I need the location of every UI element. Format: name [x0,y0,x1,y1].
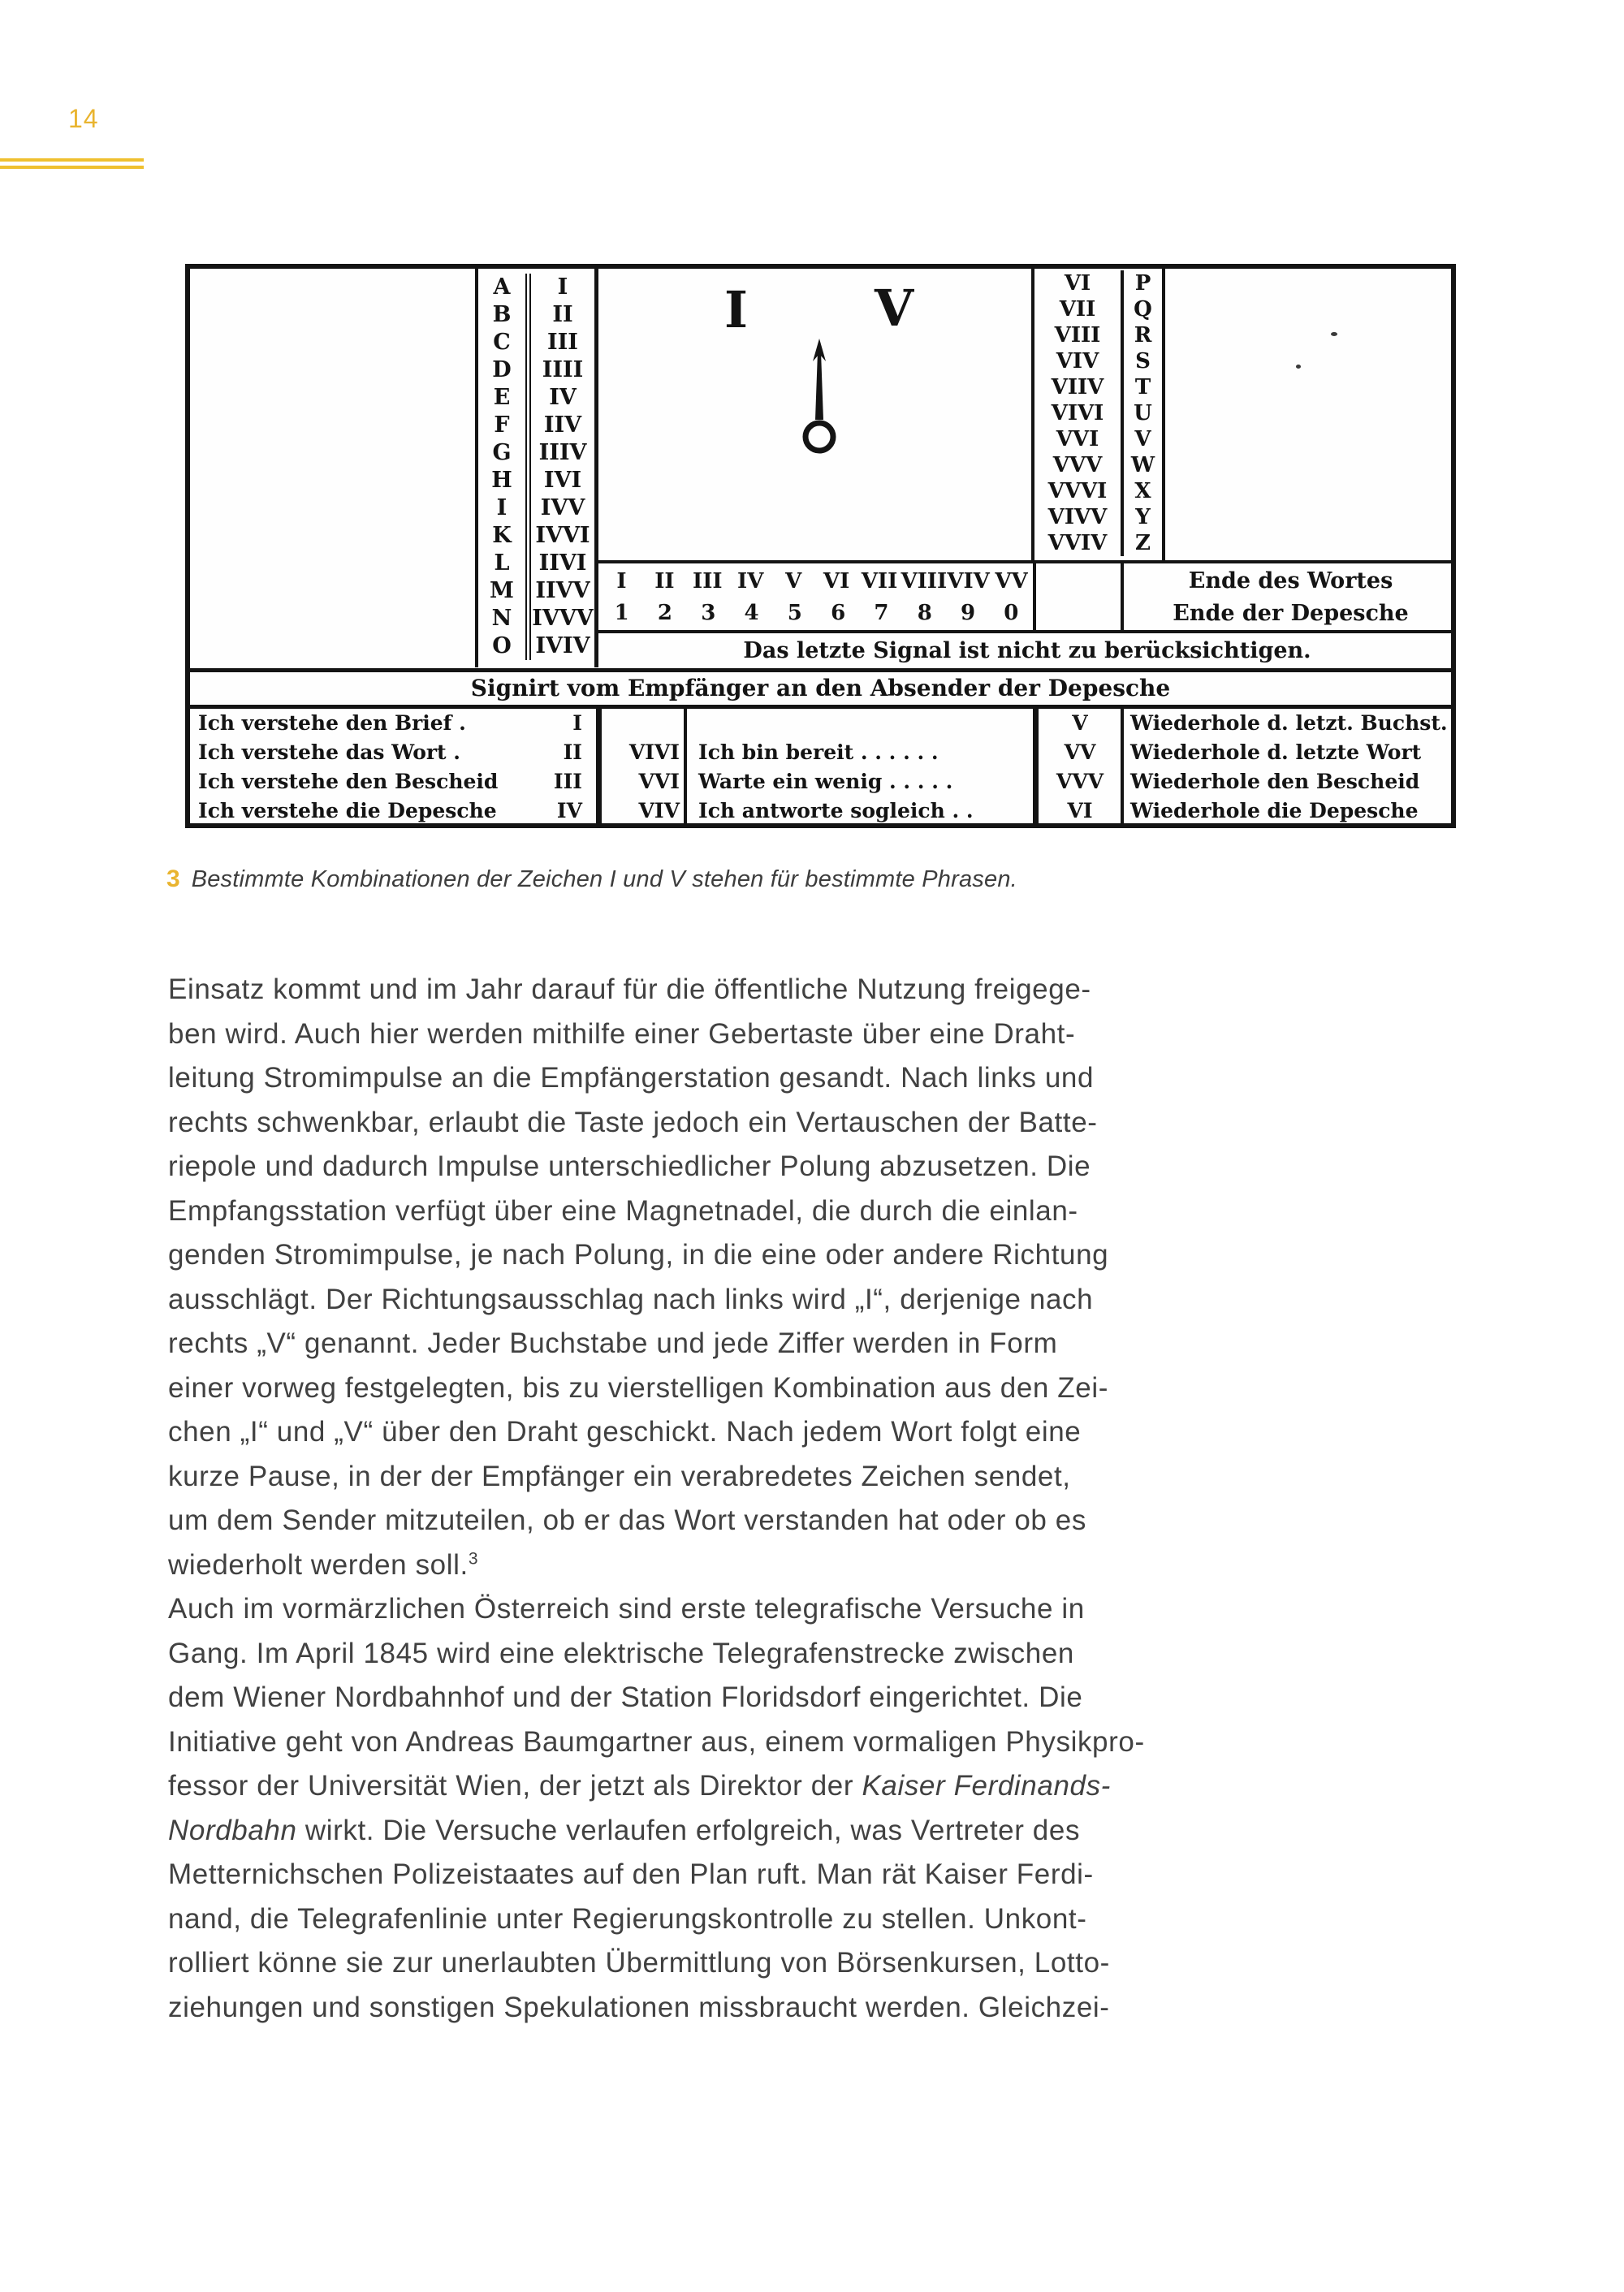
end-of-word-label: Ende des Wortes [1188,568,1393,594]
roman-numerals-row [600,566,1033,598]
phrase-cell: Ich bin bereit . . . . . . [698,740,939,764]
arabic-digit-cell: 4 [744,601,759,625]
arabic-digit-cell: 3 [701,601,716,625]
letter-cell: B [492,302,512,327]
roman-numeral-cell: VI [823,569,850,594]
page-number-underline [0,158,144,169]
code-cell: IVV [525,494,594,522]
arabic-digits-row [600,598,1033,629]
rule [1121,705,1124,823]
understand-codes-column [509,709,582,826]
body-text-segment: rechts „V“ genannt. Jeder Buchstabe und jede Ziffer werden in Form [168,1327,1058,1359]
end-signals-cell [1125,563,1456,631]
code-cell: VIV [1056,349,1099,373]
roman-numeral-cell: V [785,569,802,594]
body-line [168,1322,1297,1366]
letter-cell: I [496,495,508,520]
code-cell: VVV [1056,770,1104,793]
letter-code-row [1034,270,1162,296]
body-text [168,968,1297,2030]
body-line [168,1145,1297,1189]
code-cell: IVI [525,467,594,494]
body-text-segment: nand, die Telegrafenlinie unter Regierungskontrolle zu stellen. Unkont- [168,1902,1087,1935]
signal-label-i: I [724,280,749,339]
code-cell: III [525,329,594,356]
code-cell: VIII [1054,323,1101,347]
letter-code-row [478,356,594,384]
letter-code-row [478,632,594,660]
body-text-segment: fessor der Universität Wien, der jetzt als Direktor der [168,1770,862,1802]
code-cell: VVV [1052,453,1103,477]
code-cell: IIII [525,356,594,384]
code-cell [607,709,680,738]
code-cell: VI [1067,799,1093,822]
body-text-segment: ben wird. Auch hier werden mithilfe einer Gebertaste über eine Draht- [168,1017,1076,1050]
roman-numeral-cell: II [654,569,675,594]
body-line [168,1676,1297,1720]
body-line [168,1941,1297,1986]
body-line [168,1410,1297,1455]
letter-code-row [1034,478,1162,504]
letter-cell: T [1121,374,1162,400]
body-text-segment: Metternichschen Polizeistaates auf den Plan ruft. Man rät Kaiser Ferdi- [168,1858,1094,1890]
end-of-dispatch-label: Ende der Depesche [1173,601,1409,626]
ready-codes-column [607,709,680,826]
body-text-segment: Empfangsstation verfügt über eine Magnetnadel, die durch die einlan- [168,1194,1078,1227]
letter-cell: W [1121,452,1162,478]
repeat-codes-column [1044,709,1116,826]
body-line [168,1986,1297,2031]
phrase-cell: Wiederhole den Bescheid [1130,770,1420,793]
letter-code-row [478,329,594,356]
roman-numeral-cell: VIII [901,569,948,594]
code-cell: VVVI [1047,479,1108,503]
receiver-section-heading: Signirt vom Empfänger an den Absender der Depesche [470,675,1171,701]
letter-code-row [478,522,594,550]
arabic-digit-cell: 7 [874,601,889,625]
roman-numeral-cell: I [616,569,627,594]
letter-code-table-a-o [475,264,598,667]
body-text-segment: chen „I“ und „V“ über den Draht geschickt. Nach jedem Wort folgt eine [168,1416,1082,1448]
code-cell: IV [556,799,582,822]
letter-cell: O [492,633,512,658]
phrase-cell: Ich verstehe die Depesche [198,799,497,822]
letter-code-row [1034,348,1162,374]
letter-code-row [478,577,594,605]
code-cell: IV [525,384,594,412]
letter-cell: D [492,357,512,382]
phrase-cell: Ich verstehe den Bescheid [198,770,499,793]
body-line [168,1853,1297,1897]
code-cell: IIVV [525,577,594,605]
roman-numeral-cell: VII [861,569,898,594]
letter-cell: V [1121,426,1162,452]
body-text-segment: genden Stromimpulse, je nach Polung, in die eine oder andere Richtung [168,1239,1109,1271]
phrase-cell: Ich antworte sogleich . . [698,799,974,822]
arabic-digit-cell: 6 [831,601,846,625]
phrase-cell: Ich verstehe das Wort . [198,740,461,764]
body-line [168,968,1297,1012]
letter-cell: Y [1121,504,1162,530]
code-cell: II [525,301,594,329]
code-cell: III [553,770,582,793]
body-text-segment: Auch im vormärzlichen Österreich sind erste telegrafische Versuche in [168,1593,1085,1625]
letter-cell: Q [1121,296,1162,322]
body-line [168,1897,1297,1942]
letter-code-row [1034,322,1162,348]
code-cell: I [525,274,594,301]
code-cell: IIIV [525,439,594,467]
arabic-digit-cell: 0 [1004,601,1019,625]
body-line [168,1587,1297,1632]
numerals-table [600,563,1033,632]
code-cell: II [563,740,582,764]
code-cell: VI [1064,271,1091,296]
body-line [168,1632,1297,1677]
body-line [168,1233,1297,1278]
body-line [168,1012,1297,1057]
letter-cell: S [1121,348,1162,374]
letter-code-row [478,467,594,494]
body-line [168,1499,1297,1543]
body-text-segment: wirkt. Die Versuche verlaufen erfolgreich, was Vertreter des [296,1814,1081,1846]
code-cell: VIVV [1047,505,1108,529]
roman-numeral-cell: IV [737,569,764,594]
letter-cell: H [491,468,512,493]
code-cell: VVI [638,770,680,793]
body-text-segment: dem Wiener Nordbahnhof und der Station Floridsdorf eingerichtet. Die [168,1681,1083,1713]
code-cell: IVIV [525,632,594,660]
letter-cell: C [493,330,511,355]
code-cell: VV [1064,740,1096,764]
arabic-digit-cell: 2 [657,601,672,625]
code-cell: IVVV [525,605,594,632]
code-cell: VVI [1056,427,1099,451]
telegraph-code-table-figure [185,264,1456,828]
code-cell: IVVI [525,522,594,550]
arabic-digit-cell: 8 [917,601,932,625]
letter-cell: F [494,412,510,438]
rule [596,705,602,823]
body-text-segment: Kaiser Ferdinands- [862,1770,1111,1802]
rule [684,705,687,823]
rule [1033,560,1036,633]
body-text-segment: leitung Stromimpulse an die Empfängerstation gesandt. Nach links und [168,1062,1095,1094]
letter-code-row [478,439,594,467]
body-line [168,1720,1297,1765]
body-text-segment: rolliert könne sie zur unerlaubten Übermittlung von Börsenkursen, Lotto- [168,1947,1110,1979]
figure-caption [166,865,1384,893]
roman-numeral-cell: III [693,569,723,594]
letter-cell: K [492,523,512,548]
letter-code-row [478,550,594,577]
body-line [168,1101,1297,1146]
body-text-segment: Einsatz kommt und im Jahr darauf für die öffentliche Nutzung freigege- [168,973,1091,1005]
letter-code-row [1034,452,1162,478]
letter-code-row [478,274,594,301]
letter-code-row [478,301,594,329]
body-line [168,1366,1297,1411]
body-line [168,1189,1297,1234]
phrase-cell: Wiederhole d. letzte Wort [1130,740,1422,764]
code-cell: VIVI [628,740,680,764]
code-cell: IIVI [525,550,594,577]
footnote-marker: 3 [468,1548,479,1568]
ready-phrases-column [698,709,1035,826]
body-line [168,1056,1297,1101]
body-line [168,1543,1297,1588]
letter-code-row [478,384,594,412]
letter-cell: M [490,578,514,603]
roman-numeral-cell: VV [995,569,1028,594]
body-line [168,1809,1297,1854]
body-text-segment: wiederholt werden soll. [168,1548,469,1581]
body-text-segment: Initiative geht von Andreas Baumgartner aus, einem vormaligen Physikpro- [168,1725,1145,1758]
letter-code-row [1034,530,1162,556]
arabic-digit-cell: 5 [787,601,802,625]
body-text-segment: einer vorweg festgelegten, bis zu vierstelligen Kombination aus den Zei- [168,1371,1108,1404]
letter-code-row [1034,400,1162,426]
phrase-cell: Wiederhole die Depesche [1130,799,1419,822]
magnet-needle-illustration [793,339,846,468]
phrase-cell: Wiederhole d. letzt. Buchst. [1130,711,1448,735]
rule [1121,560,1124,633]
phrase-cell: Ich verstehe den Brief . [198,711,466,735]
letter-code-row [1034,504,1162,530]
body-text-segment: Gang. Im April 1845 wird eine elektrische Telegrafenstrecke zwischen [168,1637,1074,1669]
body-text-segment: Nordbahn [168,1814,297,1846]
body-line [168,1278,1297,1323]
letter-code-row [478,412,594,439]
body-line [168,1764,1297,1809]
last-signal-note: Das letzte Signal ist nicht zu berücksichtigen. [743,638,1311,663]
scan-speck [1296,365,1301,369]
phrase-cell: Warte ein wenig . . . . . [698,770,953,793]
body-text-segment: ziehungen und sonstigen Spekulationen missbraucht werden. Gleichzei- [168,1991,1110,2023]
letter-cell: Z [1121,530,1162,556]
code-cell: VII [1059,297,1096,322]
repeat-phrases-column [1130,709,1453,826]
code-cell: VVIV [1047,531,1108,555]
body-text-segment: ausschlägt. Der Richtungsausschlag nach links wird „I“, derjenige nach [168,1283,1094,1315]
code-cell: VIV [638,799,680,822]
code-cell: V [1072,711,1088,735]
letter-code-table-p-z [1031,264,1165,560]
signal-label-v: V [875,278,914,338]
phrase-cell [698,709,1035,738]
letter-code-row [1034,296,1162,322]
body-text-segment: kurze Pause, in der der Empfänger ein verabredetes Zeichen sendet, [168,1460,1071,1492]
letter-cell: X [1121,478,1162,504]
figure-caption-number: 3 [166,865,180,892]
body-text-segment: rechts schwenkbar, erlaubt die Taste jedoch ein Vertauschen der Batte- [168,1106,1098,1138]
roman-numeral-cell: VIV [947,569,990,594]
body-text-segment: um dem Sender mitzuteilen, ob er das Wort verstanden hat oder ob es [168,1504,1086,1536]
code-cell: IIV [525,412,594,439]
code-cell: I [572,711,582,735]
letter-code-row [1034,426,1162,452]
body-line [168,1455,1297,1500]
letter-code-row [1034,374,1162,400]
arabic-digit-cell: 1 [614,601,629,625]
letter-code-row [478,605,594,632]
figure-caption-text: Bestimmte Kombinationen der Zeichen I und V stehen für bestimmte Phrasen. [191,866,1017,892]
letter-cell: R [1121,322,1162,348]
letter-cell: N [491,606,512,631]
letter-cell: P [1121,270,1162,296]
letter-code-row [478,494,594,522]
letter-cell: A [493,274,511,300]
arabic-digit-cell: 9 [960,601,976,625]
page-number: 14 [68,104,99,133]
code-cell: VIVI [1051,401,1104,425]
letter-cell: U [1121,400,1162,426]
code-cell: VIIV [1051,375,1104,399]
letter-cell: L [494,550,510,576]
letter-cell: E [493,385,511,410]
body-text-segment: riepole und dadurch Impulse unterschiedlicher Polung abzusetzen. Die [168,1150,1091,1182]
letter-cell: G [492,440,512,465]
scan-speck [1331,332,1337,336]
